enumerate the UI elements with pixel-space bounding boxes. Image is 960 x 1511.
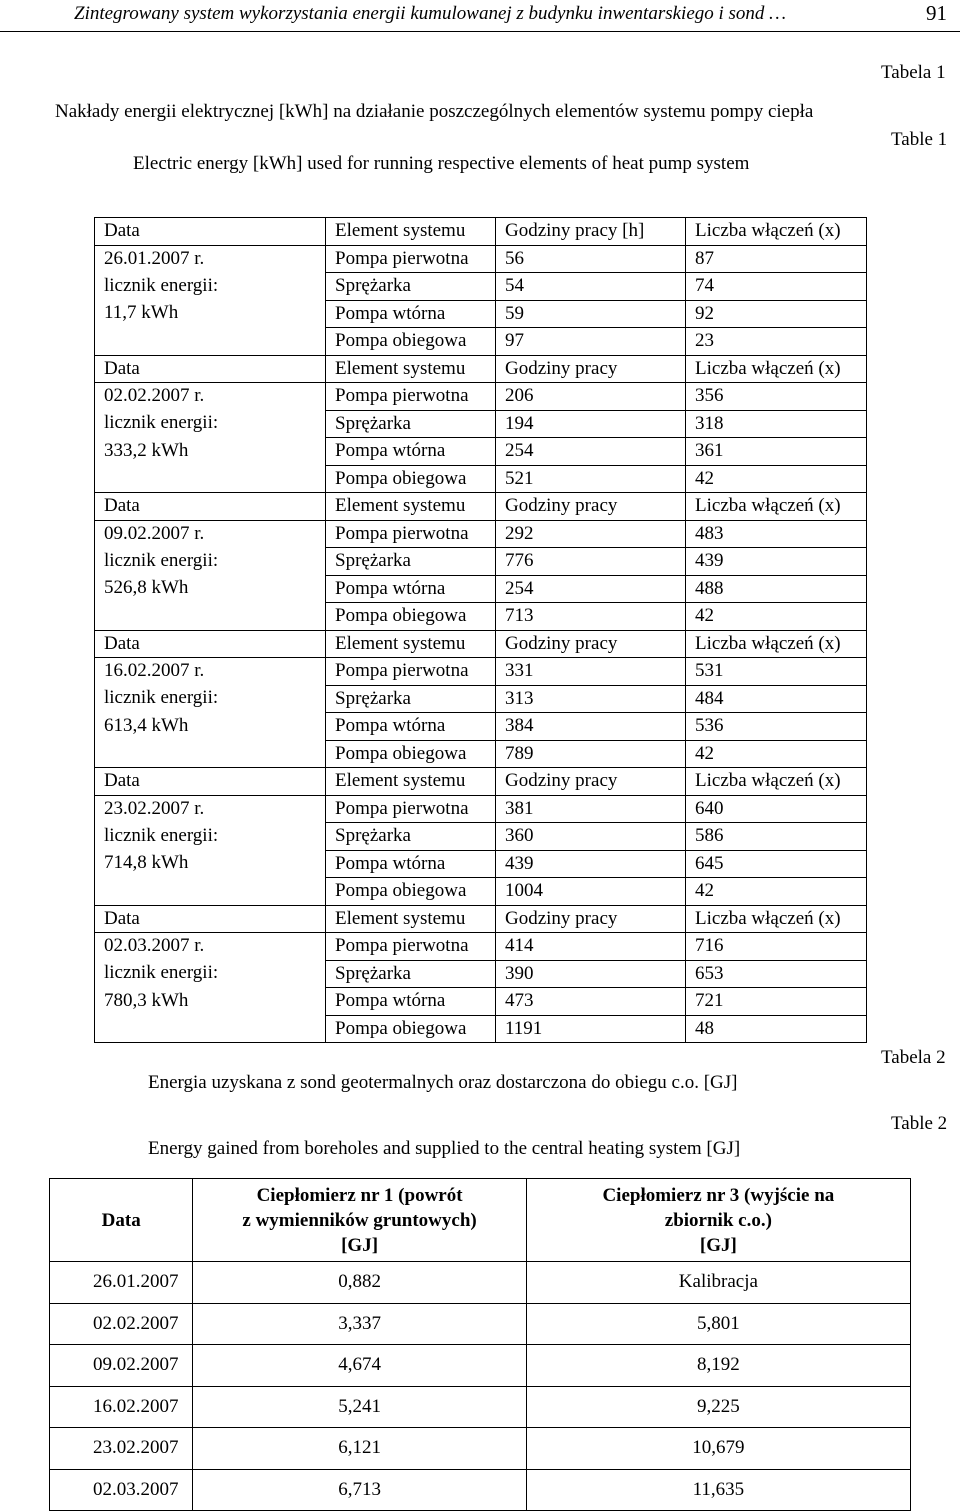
data-cell: 42 <box>686 465 867 493</box>
electric-energy-table <box>94 217 867 1043</box>
geothermal-energy-table <box>49 1178 911 1511</box>
column-header <box>50 1179 193 1262</box>
data-cell: 361 <box>686 438 867 466</box>
table-row <box>95 795 867 823</box>
table-row <box>95 575 867 603</box>
group-header-row <box>95 768 867 796</box>
data-cell: 206 <box>496 383 686 411</box>
data-cell: 23 <box>686 328 867 356</box>
data-cell: 521 <box>496 465 686 493</box>
date-cell: licznik energii: <box>95 685 326 713</box>
date-cell: 16.02.2007 r. <box>95 658 326 686</box>
data-cell: 484 <box>686 685 867 713</box>
table-row <box>50 1386 911 1428</box>
column-header: Data <box>95 630 326 658</box>
data-cell: Pompa wtórna <box>326 575 496 603</box>
data-cell: Sprężarka <box>326 960 496 988</box>
data-cell: 6,121 <box>193 1428 526 1470</box>
column-header: Liczba włączeń (x) <box>686 768 867 796</box>
column-header: Element systemu <box>326 630 496 658</box>
date-cell: 02.03.2007 r. <box>95 933 326 961</box>
data-cell: 11,635 <box>526 1469 910 1511</box>
data-cell: 4,674 <box>193 1345 526 1387</box>
data-cell: 0,882 <box>193 1262 526 1304</box>
table-row <box>95 960 867 988</box>
header-line: zbiornik c.o.) <box>664 1209 772 1231</box>
date-cell <box>95 465 326 493</box>
data-cell: Pompa wtórna <box>326 438 496 466</box>
data-cell: 254 <box>496 575 686 603</box>
data-cell: Sprężarka <box>326 548 496 576</box>
table-row <box>95 850 867 878</box>
data-cell: 1191 <box>496 1015 686 1043</box>
table2-header-row <box>50 1179 911 1262</box>
column-header: Data <box>95 768 326 796</box>
data-cell: Kalibracja <box>526 1262 910 1304</box>
table-row <box>95 740 867 768</box>
table-row <box>50 1469 911 1511</box>
column-header <box>526 1179 910 1262</box>
group-header-row <box>95 493 867 521</box>
data-cell: Sprężarka <box>326 685 496 713</box>
data-cell: 318 <box>686 410 867 438</box>
table-row <box>95 823 867 851</box>
data-cell: 54 <box>496 273 686 301</box>
table2-caption-en: Energy gained from boreholes and supplied to the central heating system [GJ] <box>148 1138 741 1159</box>
data-cell: Pompa pierwotna <box>326 245 496 273</box>
column-header: Liczba włączeń (x) <box>686 493 867 521</box>
date-cell <box>95 878 326 906</box>
data-cell: Pompa pierwotna <box>326 933 496 961</box>
data-cell: 536 <box>686 713 867 741</box>
header-line: Data <box>101 1209 141 1231</box>
data-cell: 194 <box>496 410 686 438</box>
column-header: Data <box>95 218 326 246</box>
table-row <box>95 1015 867 1043</box>
data-cell: 356 <box>686 383 867 411</box>
column-header: Godziny pracy [h] <box>496 218 686 246</box>
column-header: Liczba włączeń (x) <box>686 630 867 658</box>
data-cell: Pompa obiegowa <box>326 465 496 493</box>
data-cell: Pompa obiegowa <box>326 328 496 356</box>
page-number: 91 <box>926 1 947 25</box>
column-header: Godziny pracy <box>496 905 686 933</box>
table-row <box>95 245 867 273</box>
column-header: Godziny pracy <box>496 493 686 521</box>
date-cell: 11,7 kWh <box>95 300 326 328</box>
table-row <box>50 1262 911 1304</box>
data-cell: 6,713 <box>193 1469 526 1511</box>
header-line: [GJ] <box>341 1234 379 1256</box>
data-cell: Pompa obiegowa <box>326 603 496 631</box>
column-header: Liczba włączeń (x) <box>686 905 867 933</box>
date-cell: 16.02.2007 <box>50 1386 193 1428</box>
table-row <box>95 383 867 411</box>
column-header <box>193 1179 526 1262</box>
table-row <box>95 465 867 493</box>
date-cell: 09.02.2007 <box>50 1345 193 1387</box>
data-cell: Pompa obiegowa <box>326 740 496 768</box>
data-cell: 653 <box>686 960 867 988</box>
group-header-row <box>95 218 867 246</box>
data-cell: 5,241 <box>193 1386 526 1428</box>
group-header-row <box>95 905 867 933</box>
column-header: Element systemu <box>326 768 496 796</box>
data-cell: 439 <box>496 850 686 878</box>
date-cell: licznik energii: <box>95 548 326 576</box>
date-cell <box>95 328 326 356</box>
data-cell: 48 <box>686 1015 867 1043</box>
date-cell: 526,8 kWh <box>95 575 326 603</box>
column-header: Data <box>95 493 326 521</box>
data-cell: 42 <box>686 878 867 906</box>
table-row <box>95 410 867 438</box>
column-header: Godziny pracy <box>496 630 686 658</box>
column-header: Godziny pracy <box>496 768 686 796</box>
data-cell: 645 <box>686 850 867 878</box>
data-cell: 586 <box>686 823 867 851</box>
data-cell: 381 <box>496 795 686 823</box>
column-header: Data <box>95 355 326 383</box>
table1-label-en: Table 1 <box>891 129 948 150</box>
header-line: Ciepłomierz nr 1 (powrót <box>256 1184 463 1206</box>
data-cell: 384 <box>496 713 686 741</box>
column-header: Liczba włączeń (x) <box>686 218 867 246</box>
data-cell: 74 <box>686 273 867 301</box>
data-cell: 360 <box>496 823 686 851</box>
date-cell: 23.02.2007 r. <box>95 795 326 823</box>
table-row <box>95 878 867 906</box>
table2-label-pl: Tabela 2 <box>881 1047 946 1068</box>
table-row <box>95 933 867 961</box>
data-cell: 713 <box>496 603 686 631</box>
data-cell: 8,192 <box>526 1345 910 1387</box>
data-cell: Sprężarka <box>326 823 496 851</box>
data-cell: 97 <box>496 328 686 356</box>
data-cell: 3,337 <box>193 1303 526 1345</box>
data-cell: 640 <box>686 795 867 823</box>
data-cell: 1004 <box>496 878 686 906</box>
date-cell: 780,3 kWh <box>95 988 326 1016</box>
data-cell: 5,801 <box>526 1303 910 1345</box>
table2-label-en: Table 2 <box>891 1113 948 1134</box>
data-cell: 254 <box>496 438 686 466</box>
table1-label-pl: Tabela 1 <box>881 62 946 83</box>
table-row <box>95 658 867 686</box>
data-cell: 390 <box>496 960 686 988</box>
header-line: [GJ] <box>699 1234 737 1256</box>
column-header: Element systemu <box>326 218 496 246</box>
table-row <box>95 988 867 1016</box>
table2-caption-pl: Energia uzyskana z sond geotermalnych oraz dostarczona do obiegu c.o. [GJ] <box>148 1072 738 1093</box>
data-cell: 56 <box>496 245 686 273</box>
table-row <box>95 548 867 576</box>
table-row <box>95 603 867 631</box>
data-cell: 313 <box>496 685 686 713</box>
data-cell: 776 <box>496 548 686 576</box>
date-cell: 02.02.2007 r. <box>95 383 326 411</box>
data-cell: 414 <box>496 933 686 961</box>
data-cell: 42 <box>686 740 867 768</box>
table-row <box>50 1428 911 1470</box>
data-cell: 331 <box>496 658 686 686</box>
data-cell: 483 <box>686 520 867 548</box>
table-row <box>95 273 867 301</box>
header-line: Ciepłomierz nr 3 (wyjście na <box>602 1184 835 1206</box>
date-cell: 333,2 kWh <box>95 438 326 466</box>
data-cell: Pompa wtórna <box>326 850 496 878</box>
page-header <box>0 0 960 32</box>
date-cell <box>95 1015 326 1043</box>
data-cell: 9,225 <box>526 1386 910 1428</box>
table-row <box>50 1303 911 1345</box>
data-cell: Pompa obiegowa <box>326 878 496 906</box>
date-cell: 09.02.2007 r. <box>95 520 326 548</box>
date-cell: 26.01.2007 <box>50 1262 193 1304</box>
column-header: Godziny pracy <box>496 355 686 383</box>
data-cell: 292 <box>496 520 686 548</box>
column-header: Data <box>95 905 326 933</box>
data-cell: Pompa obiegowa <box>326 1015 496 1043</box>
date-cell: licznik energii: <box>95 823 326 851</box>
data-cell: 488 <box>686 575 867 603</box>
date-cell: licznik energii: <box>95 960 326 988</box>
data-cell: 87 <box>686 245 867 273</box>
date-cell <box>95 740 326 768</box>
data-cell: 789 <box>496 740 686 768</box>
date-cell: 02.02.2007 <box>50 1303 193 1345</box>
table1-caption-pl: Nakłady energii elektrycznej [kWh] na działanie poszczególnych elementów systemu pompy ciepła <box>55 101 814 122</box>
data-cell: Sprężarka <box>326 410 496 438</box>
table-row <box>95 300 867 328</box>
data-cell: Pompa pierwotna <box>326 520 496 548</box>
data-cell: 716 <box>686 933 867 961</box>
data-cell: Pompa wtórna <box>326 988 496 1016</box>
data-cell: 721 <box>686 988 867 1016</box>
date-cell: 26.01.2007 r. <box>95 245 326 273</box>
data-cell: Pompa wtórna <box>326 300 496 328</box>
data-cell: 531 <box>686 658 867 686</box>
column-header: Element systemu <box>326 355 496 383</box>
data-cell: 439 <box>686 548 867 576</box>
data-cell: 92 <box>686 300 867 328</box>
table-row <box>95 328 867 356</box>
table-row <box>95 520 867 548</box>
table-row <box>95 438 867 466</box>
data-cell: 473 <box>496 988 686 1016</box>
date-cell: 23.02.2007 <box>50 1428 193 1470</box>
date-cell: licznik energii: <box>95 410 326 438</box>
table1-caption-en: Electric energy [kWh] used for running respective elements of heat pump system <box>133 153 750 174</box>
table-row <box>50 1345 911 1387</box>
date-cell <box>95 603 326 631</box>
data-cell: 42 <box>686 603 867 631</box>
data-cell: 59 <box>496 300 686 328</box>
table-row <box>95 685 867 713</box>
running-title: Zintegrowany system wykorzystania energii kumulowanej z budynku inwentarskiego i sond … <box>74 3 787 24</box>
data-cell: Pompa pierwotna <box>326 795 496 823</box>
column-header: Liczba włączeń (x) <box>686 355 867 383</box>
group-header-row <box>95 355 867 383</box>
date-cell: 02.03.2007 <box>50 1469 193 1511</box>
date-cell: licznik energii: <box>95 273 326 301</box>
group-header-row <box>95 630 867 658</box>
table-row <box>95 713 867 741</box>
date-cell: 613,4 kWh <box>95 713 326 741</box>
column-header: Element systemu <box>326 905 496 933</box>
data-cell: Sprężarka <box>326 273 496 301</box>
date-cell: 714,8 kWh <box>95 850 326 878</box>
data-cell: Pompa wtórna <box>326 713 496 741</box>
column-header: Element systemu <box>326 493 496 521</box>
data-cell: Pompa pierwotna <box>326 658 496 686</box>
header-line: z wymienników gruntowych) <box>242 1209 477 1231</box>
data-cell: Pompa pierwotna <box>326 383 496 411</box>
data-cell: 10,679 <box>526 1428 910 1470</box>
